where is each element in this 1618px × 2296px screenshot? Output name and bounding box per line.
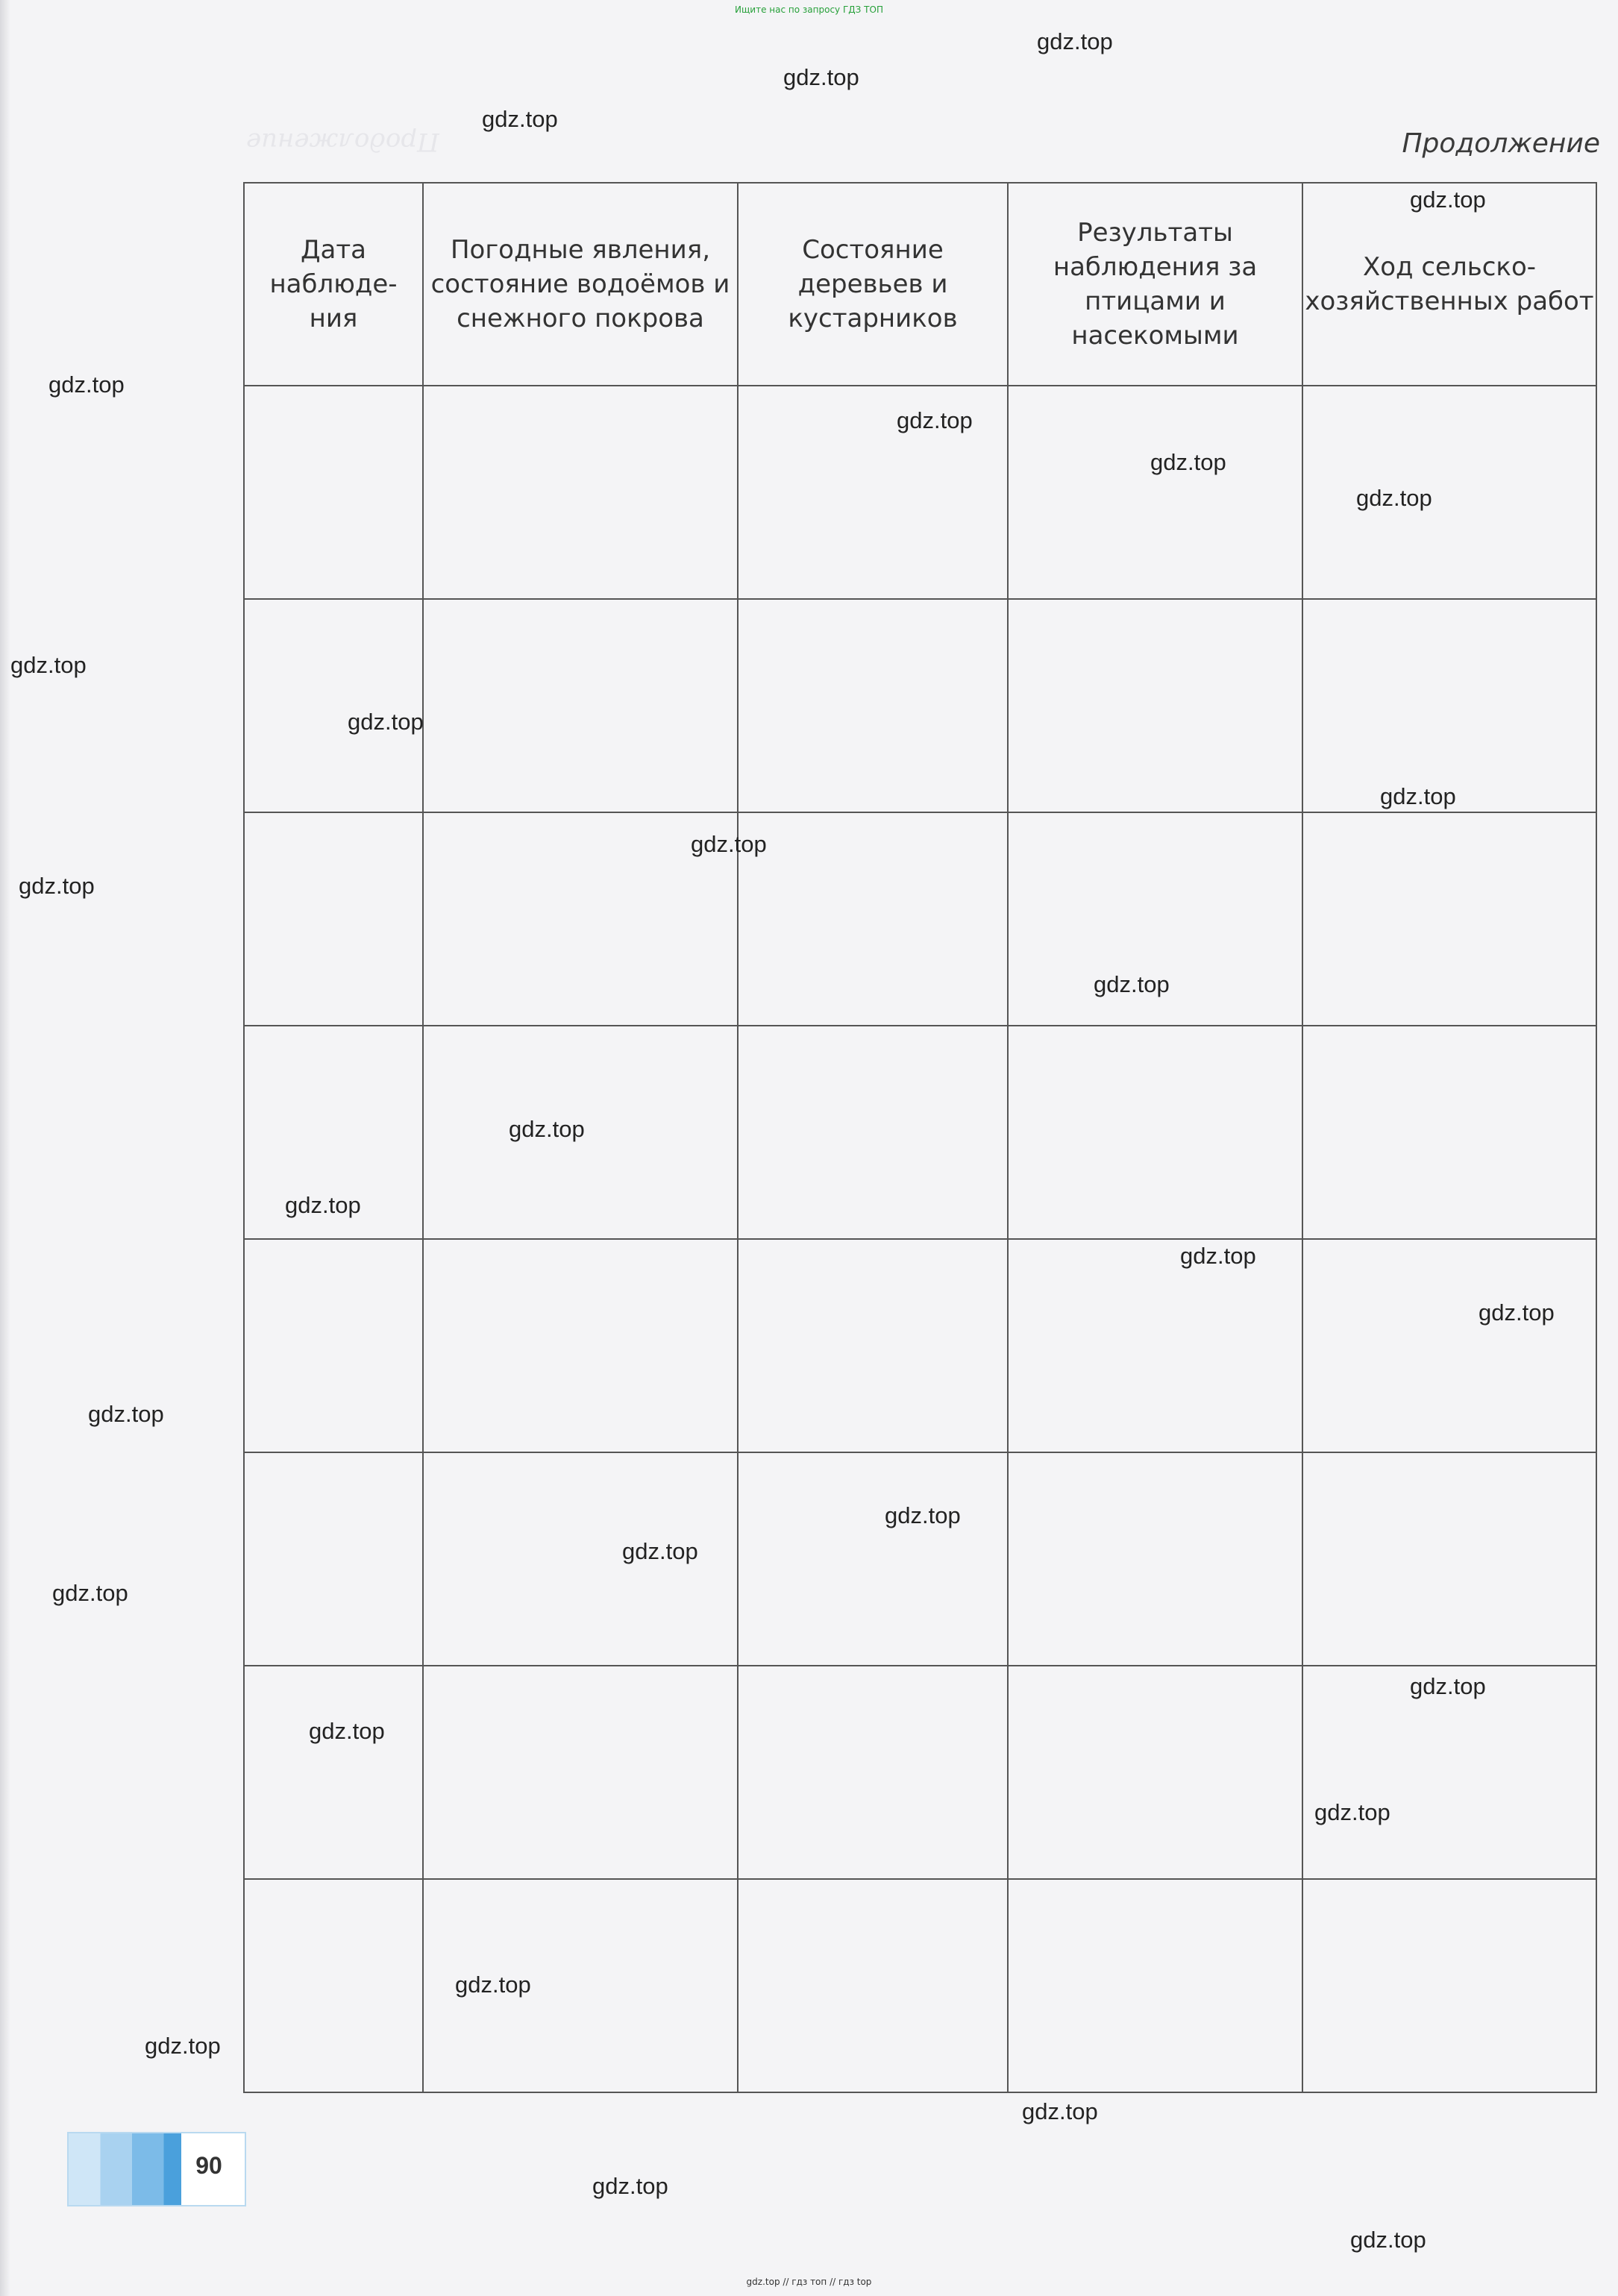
watermark: gdz.top (1150, 449, 1226, 475)
table-cell[interactable] (738, 1452, 1008, 1666)
watermark: gdz.top (885, 1502, 961, 1528)
table-cell[interactable] (1302, 1452, 1596, 1666)
watermark: gdz.top (622, 1538, 698, 1564)
watermark: gdz.top (509, 1116, 585, 1142)
watermark: gdz.top (19, 873, 95, 899)
table-cell[interactable] (244, 1239, 423, 1452)
table-cell[interactable] (738, 1879, 1008, 2092)
table-cell[interactable] (1008, 386, 1302, 599)
table-cell[interactable] (244, 599, 423, 812)
table-cell[interactable] (738, 599, 1008, 812)
top-banner: Ищите нас по запросу ГДЗ ТОП (735, 4, 883, 15)
table-row (244, 1666, 1596, 1879)
header-weather-label: Погодные явления, состояние водоёмов и снежного покрова (430, 235, 730, 333)
watermark: gdz.top (10, 652, 87, 678)
watermark: gdz.top (691, 831, 767, 857)
watermark: gdz.top (88, 1401, 164, 1427)
table-row (244, 1026, 1596, 1239)
watermark: gdz.top (455, 1972, 531, 1998)
table-header-row (244, 183, 1596, 386)
watermark: gdz.top (1022, 2098, 1098, 2124)
table-cell[interactable] (244, 1879, 423, 2092)
table-cell[interactable] (1302, 1879, 1596, 2092)
watermark: gdz.top (1380, 783, 1456, 809)
table-cell[interactable] (738, 1239, 1008, 1452)
observation-table (243, 182, 1597, 2093)
table-cell[interactable] (1008, 1666, 1302, 1879)
table-cell[interactable] (244, 1452, 423, 1666)
table-row (244, 812, 1596, 1026)
watermark: gdz.top (1350, 2227, 1426, 2253)
watermark: gdz.top (52, 1580, 128, 1606)
watermark: gdz.top (1356, 485, 1432, 511)
watermark: gdz.top (1410, 186, 1486, 213)
header-trees-label: Состояние деревьев и кустарников (788, 235, 958, 333)
header-farm-work-label: Ход сельско- хозяйственных работ (1305, 252, 1594, 316)
watermark: gdz.top (48, 371, 125, 398)
table-cell[interactable] (244, 386, 423, 599)
watermark: gdz.top (309, 1718, 385, 1744)
table-cell[interactable] (1302, 812, 1596, 1026)
table-row (244, 1879, 1596, 2092)
bottom-banner: gdz.top // гдз топ // гдз top (746, 2277, 872, 2287)
table-cell[interactable] (1008, 599, 1302, 812)
table-cell[interactable] (1008, 1879, 1302, 2092)
header-birds-insects-label: Результаты наблюдения за птицами и насекомыми (1053, 218, 1258, 351)
table-cell[interactable] (1302, 386, 1596, 599)
watermark: gdz.top (348, 709, 424, 735)
page-number: 90 (195, 2152, 222, 2179)
table-cell[interactable] (1008, 1452, 1302, 1666)
watermark: gdz.top (482, 106, 558, 132)
table-cell[interactable] (244, 812, 423, 1026)
table-cell[interactable] (244, 1666, 423, 1879)
table-cell[interactable] (1302, 1239, 1596, 1452)
table-row (244, 1452, 1596, 1666)
table-cell[interactable] (1302, 1026, 1596, 1239)
header-weather (423, 183, 738, 386)
watermark: gdz.top (1180, 1243, 1256, 1269)
table-body (244, 386, 1596, 2092)
table-cell[interactable] (1008, 1026, 1302, 1239)
bleed-through-heading: Продолжение (246, 127, 439, 157)
header-trees (738, 183, 1008, 386)
table-cell[interactable] (738, 1666, 1008, 1879)
header-birds-insects (1008, 183, 1302, 386)
table-cell[interactable] (423, 599, 738, 812)
page-edge-shadow (0, 0, 10, 2296)
watermark: gdz.top (1479, 1299, 1555, 1326)
watermark: gdz.top (592, 2173, 668, 2199)
watermark: gdz.top (1410, 1673, 1486, 1699)
table-cell[interactable] (738, 1026, 1008, 1239)
watermark: gdz.top (783, 64, 859, 90)
table-cell[interactable] (423, 1666, 738, 1879)
table-cell[interactable] (423, 386, 738, 599)
table-row (244, 599, 1596, 812)
watermark: gdz.top (285, 1192, 361, 1218)
watermark: gdz.top (1094, 971, 1170, 997)
watermark: gdz.top (145, 2033, 221, 2059)
watermark: gdz.top (897, 407, 973, 433)
header-date-label: Дата наблюде- ния (269, 235, 398, 333)
watermark: gdz.top (1037, 28, 1113, 54)
table-cell[interactable] (1302, 599, 1596, 812)
table-cell[interactable] (738, 812, 1008, 1026)
table-row (244, 1239, 1596, 1452)
table-cell[interactable] (1008, 1239, 1302, 1452)
table-cell[interactable] (423, 1239, 738, 1452)
continuation-heading: Продолжение (1402, 128, 1600, 159)
header-date (244, 183, 423, 386)
watermark: gdz.top (1314, 1799, 1390, 1825)
